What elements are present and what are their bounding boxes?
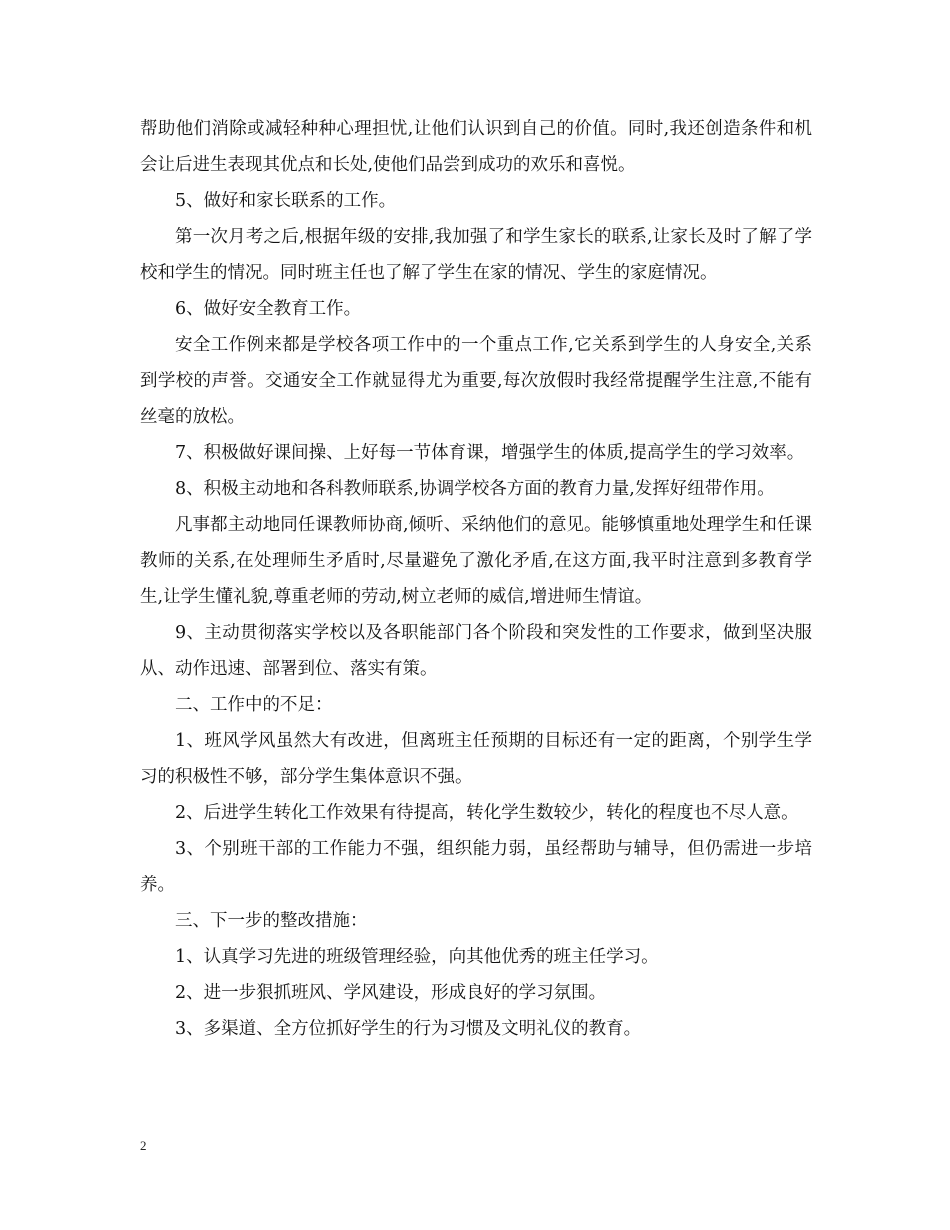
section-heading: 二、工作中的不足：	[175, 695, 333, 715]
paragraph: 帮助他们消除或减轻种种心理担忧,让他们认识到自己的价值。同时,我还创造条件和机会让后进生表现其优点和长处,使他们品尝到成功的欢乐和喜悦。	[140, 119, 812, 175]
paragraph: 5、做好和家长联系的工作。	[175, 191, 397, 211]
paragraph: 9、主动贯彻落实学校以及各职能部门各个阶段和突发性的工作要求，做到坚决服从、动作迅速、部署到位、落实有策。	[140, 623, 812, 679]
paragraph: 7、积极做好课间操、上好每一节体育课，增强学生的体质,提高学生的学习效率。	[175, 443, 805, 463]
paragraph: 1、班风学风虽然大有改进，但离班主任预期的目标还有一定的距离，个别学生学习的积极性不够，部分学生集体意识不强。	[140, 731, 812, 787]
paragraph: 第一次月考之后,根据年级的安排,我加强了和学生家长的联系,让家长及时了解了学校和学生的情况。同时班主任也了解了学生在家的情况、学生的家庭情况。	[140, 227, 812, 283]
paragraph: 1、认真学习先进的班级管理经验，向其他优秀的班主任学习。	[175, 947, 659, 967]
paragraph: 3、多渠道、全方位抓好学生的行为习惯及文明礼仪的教育。	[175, 1019, 642, 1039]
paragraph: 3、个别班干部的工作能力不强，组织能力弱，虽经帮助与辅导，但仍需进一步培养。	[140, 839, 812, 895]
paragraph: 2、进一步狠抓班风、学风建设，形成良好的学习氛围。	[175, 983, 607, 1003]
section-heading: 三、下一步的整改措施：	[175, 911, 368, 931]
paragraph: 2、后进学生转化工作效果有待提高，转化学生数较少，转化的程度也不尽人意。	[175, 803, 799, 823]
body-text	[140, 111, 812, 1047]
paragraph: 6、做好安全教育工作。	[175, 299, 362, 319]
paragraph: 8、积极主动地和各科教师联系,协调学校各方面的教育力量,发挥好纽带作用。	[175, 479, 775, 499]
page-number: 2	[140, 1138, 147, 1153]
paragraph: 安全工作例来都是学校各项工作中的一个重点工作,它关系到学生的人身安全,关系到学校的声誉。交通安全工作就显得尤为重要,每次放假时我经常提醒学生注意,不能有丝毫的放松。	[140, 335, 812, 427]
paragraph: 凡事都主动地同任课教师协商,倾听、采纳他们的意见。能够慎重地处理学生和任课教师的关系,在处理师生矛盾时,尽量避免了激化矛盾,在这方面,我平时注意到多教育学生,让学生懂礼貌,尊重老师的劳动,树立老师的威信,增进师生情谊。	[140, 515, 812, 607]
